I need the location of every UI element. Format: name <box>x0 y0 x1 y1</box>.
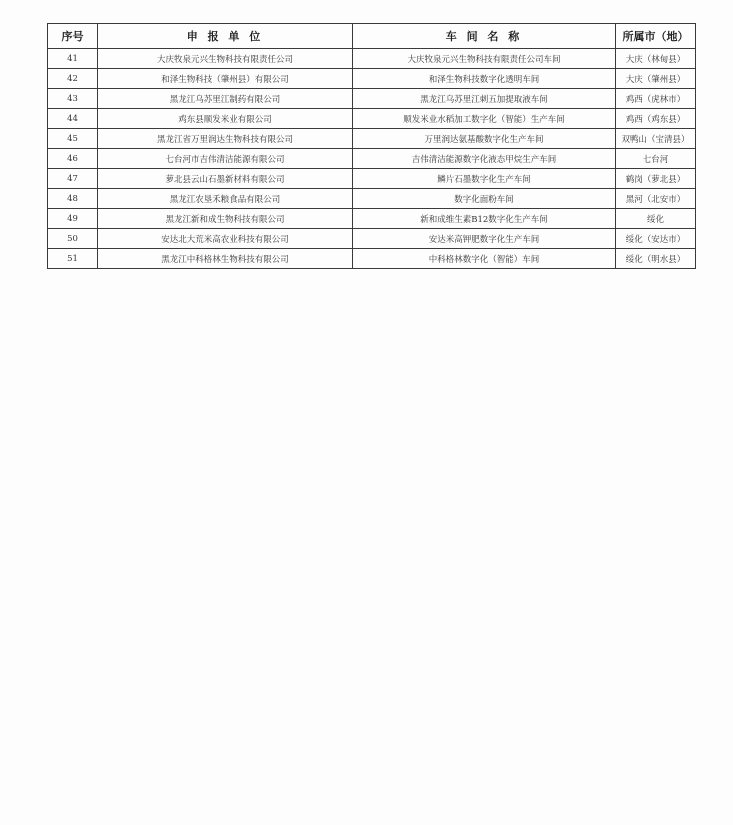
table-row <box>48 249 696 269</box>
cell-workshop: 吉伟清洁能源数字化液态甲烷生产车间 <box>353 149 616 169</box>
table-header-row <box>48 24 696 49</box>
cell-applicant: 黑龙江中科格林生物科技有限公司 <box>98 249 353 269</box>
cell-seq: 44 <box>48 109 98 129</box>
cell-city: 大庆（肇州县） <box>616 69 696 89</box>
header-applicant: 申 报 单 位 <box>98 24 353 49</box>
header-city: 所属市（地） <box>616 24 696 49</box>
cell-applicant: 大庆牧泉元兴生物科技有限责任公司 <box>98 49 353 69</box>
table-row <box>48 129 696 149</box>
cell-workshop: 数字化面粉车间 <box>353 189 616 209</box>
cell-applicant: 七台河市吉伟清洁能源有限公司 <box>98 149 353 169</box>
cell-city: 绥化（明水县） <box>616 249 696 269</box>
cell-city: 大庆（林甸县） <box>616 49 696 69</box>
header-seq: 序号 <box>48 24 98 49</box>
header-workshop: 车 间 名 称 <box>353 24 616 49</box>
cell-seq: 50 <box>48 229 98 249</box>
table-row <box>48 169 696 189</box>
table-row <box>48 149 696 169</box>
cell-seq: 43 <box>48 89 98 109</box>
cell-seq: 46 <box>48 149 98 169</box>
cell-applicant: 黑龙江新和成生物科技有限公司 <box>98 209 353 229</box>
table-row <box>48 49 696 69</box>
cell-seq: 51 <box>48 249 98 269</box>
cell-city: 七台河 <box>616 149 696 169</box>
cell-workshop: 新和成维生素B12数字化生产车间 <box>353 209 616 229</box>
cell-workshop: 大庆牧泉元兴生物科技有限责任公司车间 <box>353 49 616 69</box>
cell-applicant: 黑龙江农垦禾粮食品有限公司 <box>98 189 353 209</box>
cell-city: 双鸭山（宝清县） <box>616 129 696 149</box>
cell-workshop: 和泽生物科技数字化透明车间 <box>353 69 616 89</box>
cell-city: 鸡西（鸡东县） <box>616 109 696 129</box>
cell-seq: 48 <box>48 189 98 209</box>
table-row <box>48 189 696 209</box>
cell-seq: 49 <box>48 209 98 229</box>
table-row <box>48 89 696 109</box>
cell-workshop: 安达米高钾肥数字化生产车间 <box>353 229 616 249</box>
cell-applicant: 黑龙江省万里润达生物科技有限公司 <box>98 129 353 149</box>
workshop-list-table <box>47 23 696 269</box>
table-row <box>48 69 696 89</box>
cell-seq: 45 <box>48 129 98 149</box>
cell-city: 黑河（北安市） <box>616 189 696 209</box>
cell-city: 鸡西（虎林市） <box>616 89 696 109</box>
cell-city: 鹤岗（萝北县） <box>616 169 696 189</box>
cell-city: 绥化（安达市） <box>616 229 696 249</box>
cell-workshop: 鳞片石墨数字化生产车间 <box>353 169 616 189</box>
table-row <box>48 209 696 229</box>
cell-seq: 47 <box>48 169 98 189</box>
cell-workshop: 黑龙江乌苏里江刺五加提取液车间 <box>353 89 616 109</box>
cell-applicant: 安达北大荒米高农业科技有限公司 <box>98 229 353 249</box>
cell-city: 绥化 <box>616 209 696 229</box>
cell-seq: 42 <box>48 69 98 89</box>
table-row <box>48 109 696 129</box>
cell-applicant: 和泽生物科技（肇州县）有限公司 <box>98 69 353 89</box>
cell-workshop: 万里润达氨基酸数字化生产车间 <box>353 129 616 149</box>
cell-workshop: 顺发米业水稻加工数字化（智能）生产车间 <box>353 109 616 129</box>
cell-applicant: 萝北县云山石墨新材料有限公司 <box>98 169 353 189</box>
cell-applicant: 黑龙江乌苏里江制药有限公司 <box>98 89 353 109</box>
cell-workshop: 中科格林数字化（智能）车间 <box>353 249 616 269</box>
cell-applicant: 鸡东县顺发米业有限公司 <box>98 109 353 129</box>
table-row <box>48 229 696 249</box>
cell-seq: 41 <box>48 49 98 69</box>
